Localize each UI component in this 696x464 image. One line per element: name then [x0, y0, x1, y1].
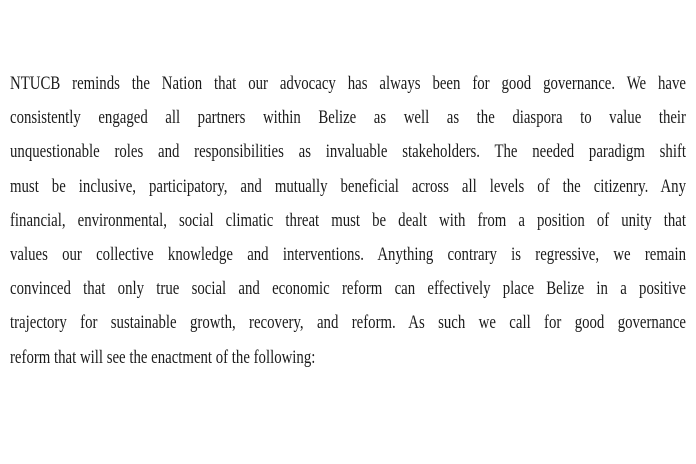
paragraph-line: consistently engaged all partners within Belize as well as the diaspora to value their: [10, 107, 686, 129]
paragraph-line: NTUCB reminds the Nation that our advocacy has always been for good governance. We have: [10, 73, 686, 94]
paragraph-line: must be inclusive, participatory, and mutually beneficial across all levels of the citizenry. Any: [10, 175, 686, 197]
paragraph-line: trajectory for sustainable growth, recovery, and reform. As such we call for good governance: [10, 312, 686, 334]
paragraph-line: reform that will see the enactment of the following:: [10, 346, 316, 368]
paragraph-line: unquestionable roles and responsibilities as invaluable stakeholders. The needed paradigm shift: [10, 141, 686, 163]
paragraph-line: financial, environmental, social climatic threat must be dealt with from a position of unity that: [10, 209, 686, 231]
paragraph-line: convinced that only true social and economic reform can effectively place Belize in a positive: [10, 278, 686, 300]
body-paragraph: [10, 67, 686, 375]
paragraph-line: values our collective knowledge and interventions. Anything contrary is regressive, we remain: [10, 243, 686, 265]
